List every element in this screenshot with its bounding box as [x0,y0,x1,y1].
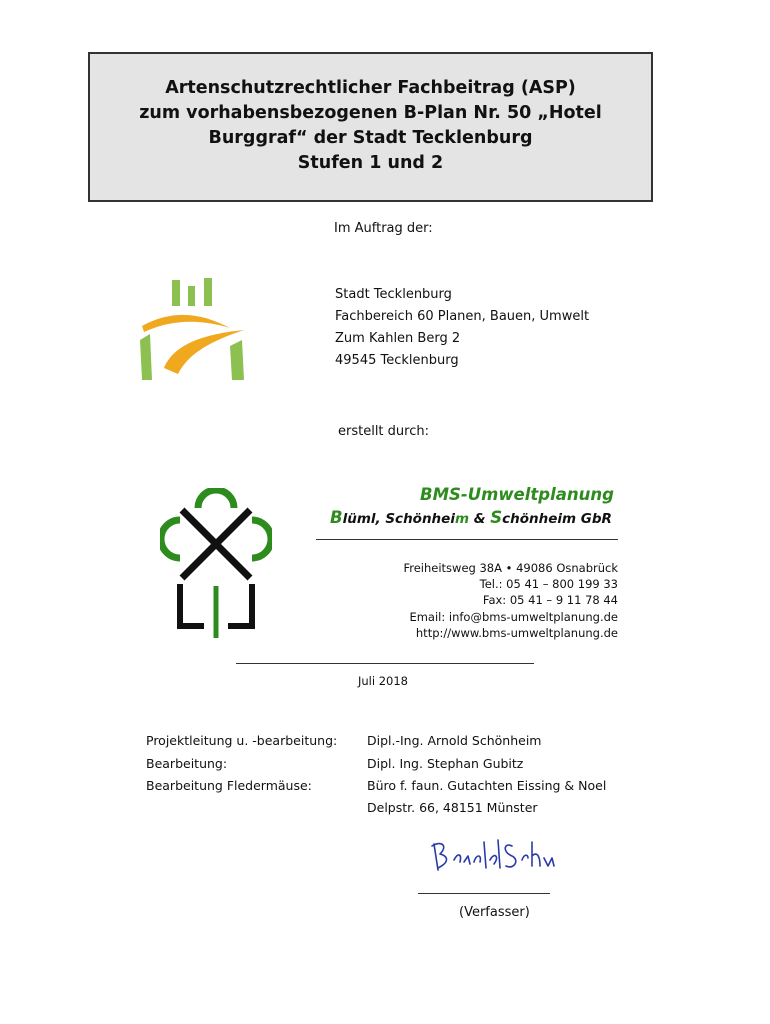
company-website: http://www.bms-umweltplanung.de [415,625,618,640]
partners-text-2: & [469,511,491,527]
signature-line [418,893,550,894]
staff-value-1: Dipl.-Ing. Arnold Schönheim [367,733,542,748]
company-contact [403,560,618,641]
company-name: BMS-Umweltplanung [420,485,614,504]
title-line-1: Artenschutzrechtlicher Fachbeitrag (ASP) [165,78,576,98]
company-phone: Tel.: 05 41 – 800 199 33 [479,577,618,592]
client-line-3: Zum Kahlen Berg 2 [335,331,461,346]
company-email: Email: info@bms-umweltplanung.de [409,609,618,624]
partners-m: m [454,511,470,527]
partners-initial-s: S [490,508,503,527]
company-divider [316,539,618,540]
staff-label-2: Bearbeitung: [146,756,228,771]
client-line-4: 49545 Tecklenburg [335,353,459,368]
company-partners [330,508,612,527]
date-divider [236,663,534,664]
staff-value-3: Büro f. faun. Gutachten Eissing & Noel [367,778,607,793]
company-fax: Fax: 05 41 – 9 11 78 44 [482,593,618,608]
staff-value-2: Dipl. Ing. Stephan Gubitz [367,756,524,771]
client-intro: Im Auftrag der: [334,221,433,236]
client-line-1: Stadt Tecklenburg [335,287,452,302]
client-line-2: Fachbereich 60 Planen, Bauen, Umwelt [335,309,590,324]
staff-label-3: Bearbeitung Fledermäuse: [146,778,312,793]
staff-value-4: Delpstr. 66, 48151 Münster [367,800,538,815]
signature-caption: (Verfasser) [459,905,530,920]
title-line-4: Stufen 1 und 2 [297,153,444,173]
author-intro: erstellt durch: [338,424,429,439]
title-line-3: Burggraf“ der Stadt Tecklenburg [208,128,533,148]
partners-text-3: chönheim GbR [502,511,612,527]
bms-clover-logo-icon [160,488,272,640]
title-line-2: zum vorhabensbezogenen B-Plan Nr. 50 „Hotel [139,103,602,123]
document-date: Juli 2018 [358,674,408,688]
city-logo-icon [134,268,262,386]
partners-initial-b: B [330,508,343,527]
staff-label-1: Projektleitung u. -bearbeitung: [146,733,338,748]
handwritten-signature [428,832,560,876]
document-title-box [88,52,653,202]
partners-text-1: lüml, Schönhei [342,511,455,527]
company-address: Freiheitsweg 38A • 49086 Osnabrück [403,561,618,575]
